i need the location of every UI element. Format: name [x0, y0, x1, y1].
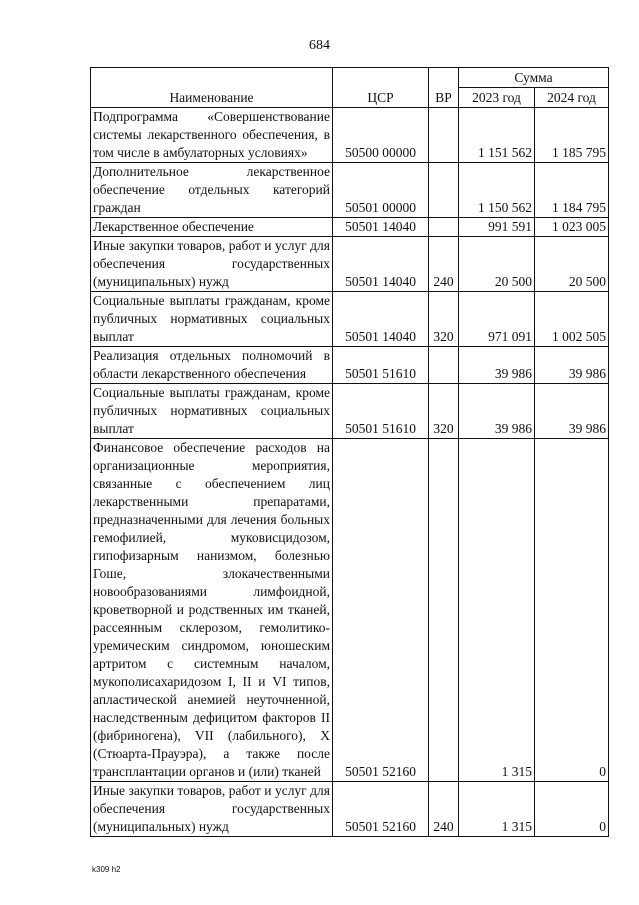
row-sum-2023: 1 151 562	[459, 108, 535, 163]
row-sum-2023: 1 150 562	[459, 163, 535, 218]
row-sum-2023: 1 315	[459, 439, 535, 782]
row-csr: 50501 14040	[333, 237, 429, 292]
row-sum-2024: 1 002 505	[535, 292, 609, 347]
header-year-2024: 2024 год	[535, 88, 609, 108]
header-year-2023: 2023 год	[459, 88, 535, 108]
row-name: Лекарственное обеспечение	[91, 218, 333, 237]
row-csr: 50501 00000	[333, 163, 429, 218]
row-vr	[429, 163, 459, 218]
row-csr: 50501 14040	[333, 218, 429, 237]
row-csr: 50501 51610	[333, 347, 429, 384]
row-name: Реализация отдельных полномочий в области лекарственного обеспечения	[91, 347, 333, 384]
header-name: Наименование	[91, 68, 333, 108]
row-sum-2023: 39 986	[459, 347, 535, 384]
table-row	[91, 384, 609, 439]
row-name: Социальные выплаты гражданам, кроме публичных нормативных социальных выплат	[91, 292, 333, 347]
row-name: Подпрограмма «Совершенствование системы лекарственного обеспечения, в том числе в амбулаторных условиях»	[91, 108, 333, 163]
row-sum-2024: 1 023 005	[535, 218, 609, 237]
row-csr: 50501 52160	[333, 439, 429, 782]
table-row	[91, 108, 609, 163]
header-csr: ЦСР	[333, 68, 429, 108]
row-sum-2023: 39 986	[459, 384, 535, 439]
row-sum-2024: 39 986	[535, 384, 609, 439]
row-name: Иные закупки товаров, работ и услуг для обеспечения государственных (муниципальных) нужд	[91, 237, 333, 292]
row-vr: 240	[429, 237, 459, 292]
row-csr: 50501 14040	[333, 292, 429, 347]
row-vr: 320	[429, 384, 459, 439]
row-sum-2024: 0	[535, 439, 609, 782]
row-csr: 50500 00000	[333, 108, 429, 163]
budget-table	[90, 67, 609, 837]
row-name: Дополнительное лекарственное обеспечение отдельных категорий граждан	[91, 163, 333, 218]
table-row	[91, 292, 609, 347]
table-row	[91, 782, 609, 837]
row-sum-2023: 991 591	[459, 218, 535, 237]
row-csr: 50501 51610	[333, 384, 429, 439]
row-sum-2024: 39 986	[535, 347, 609, 384]
row-vr: 240	[429, 782, 459, 837]
row-name: Финансовое обеспечение расходов на организационные мероприятия, связанные с обеспечением лиц лекарственными препаратами, предназначенными для лечения больных гемофилией, муковисцидозом, гипофизарным нанизмом, болезнью Гоше, злокачественными новообразованиями лимфоидной, кроветворной и родственных им тканей, рассеянным склерозом, гемолитико-уремическим синдромом, юношеским артритом с системным началом, мукополисахаридозом I, II и VI типов, апластической анемией неуточненной, наследственным дефицитом факторов II (фибриногена), VII (лабильного), X (Стюарта-Прауэра), а также после трансплантации органов и (или) тканей	[91, 439, 333, 782]
table-row	[91, 347, 609, 384]
row-name: Социальные выплаты гражданам, кроме публичных нормативных социальных выплат	[91, 384, 333, 439]
table-row	[91, 163, 609, 218]
row-vr	[429, 108, 459, 163]
header-vr: ВР	[429, 68, 459, 108]
footer-code: k309 h2	[92, 865, 121, 874]
row-sum-2023: 1 315	[459, 782, 535, 837]
row-vr	[429, 347, 459, 384]
table-row	[91, 237, 609, 292]
row-sum-2024: 1 184 795	[535, 163, 609, 218]
row-sum-2023: 20 500	[459, 237, 535, 292]
row-name: Иные закупки товаров, работ и услуг для обеспечения государственных (муниципальных) нужд	[91, 782, 333, 837]
row-sum-2023: 971 091	[459, 292, 535, 347]
table-row	[91, 218, 609, 237]
page-number: 684	[309, 38, 330, 53]
table-row	[91, 439, 609, 782]
row-sum-2024: 20 500	[535, 237, 609, 292]
row-vr: 320	[429, 292, 459, 347]
row-vr	[429, 439, 459, 782]
row-csr: 50501 52160	[333, 782, 429, 837]
row-sum-2024: 0	[535, 782, 609, 837]
row-sum-2024: 1 185 795	[535, 108, 609, 163]
row-vr	[429, 218, 459, 237]
header-sum: Сумма	[459, 68, 609, 88]
